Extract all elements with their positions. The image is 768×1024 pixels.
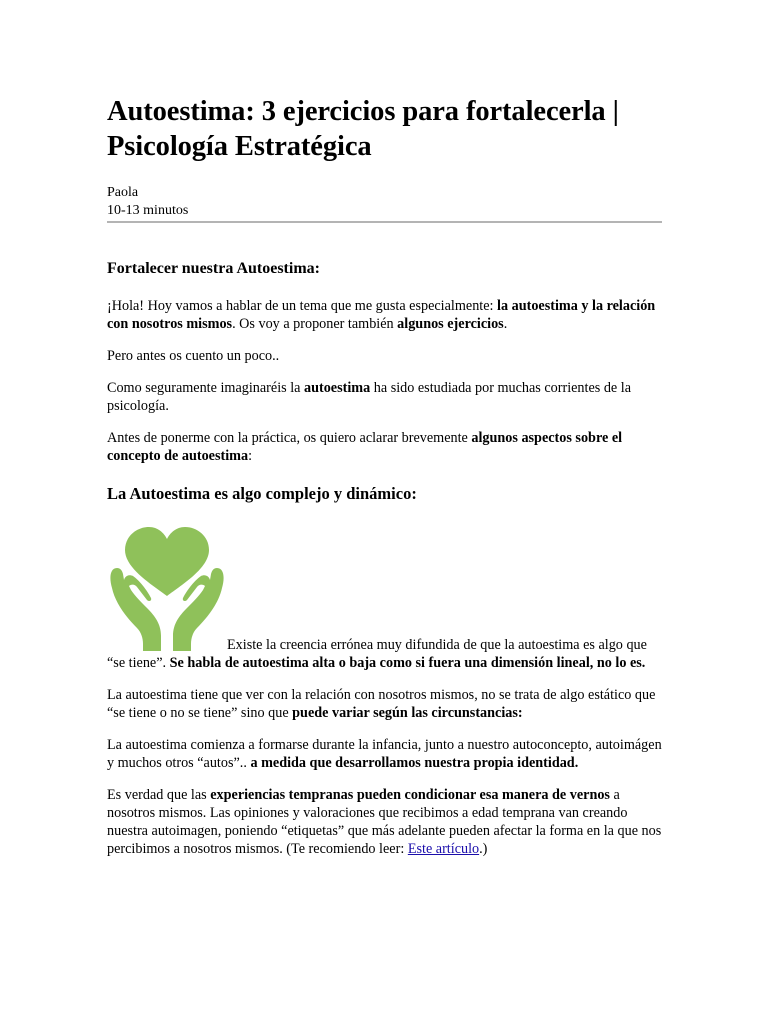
paragraph-aspects: [107, 429, 662, 465]
article-title: Autoestima: 3 ejercicios para fortalecerla | Psicología Estratégica: [107, 96, 619, 162]
paragraph-bold: autoestima: [304, 380, 371, 396]
paragraph-text: Antes de ponerme con la práctica, os quiero aclarar brevemente: [107, 430, 472, 446]
paragraph-bold: a medida que desarrollamos nuestra propia identidad.: [250, 755, 579, 771]
paragraph-psychology: [107, 379, 662, 415]
paragraph-childhood: [107, 736, 662, 772]
article-content: [107, 94, 662, 858]
author-name: Paola: [107, 185, 139, 200]
section-heading-fortalecer: Fortalecer nuestra Autoestima:: [107, 260, 320, 277]
paragraph-text: La autoestima comienza a formarse durante la infancia, junto a nuestro autoconcepto, autoimágen y muchos otros “autos”..: [107, 737, 662, 771]
heart-hands-image: [107, 524, 662, 651]
paragraph-text: a nosotros mismos. Las opiniones y valoraciones que recibimos a edad temprana van creando nuestra autoimagen, poniendo “etiquetas” que más adelante pueden afectar la forma en la que nos percibimos a nosotros mismos. (Te recomiendo leer:: [107, 787, 662, 857]
paragraph-bold: experiencias tempranas pueden condicionar esa manera de vernos: [210, 787, 610, 803]
paragraph-text: .: [503, 316, 508, 332]
paragraph-bold: Se habla de autoestima alta o baja como si fuera una dimensión lineal, no lo es.: [169, 655, 646, 671]
paragraph-relation: [107, 686, 662, 722]
paragraph-bold: algunos aspectos sobre el concepto de autoestima: [107, 430, 623, 464]
paragraph-text: .): [479, 841, 488, 857]
reading-time: 10-13 minutos: [107, 203, 189, 218]
paragraph-before: Pero antes os cuento un poco..: [107, 348, 280, 364]
paragraph-bold: la autoestima y la relación con nosotros mismos: [107, 298, 656, 332]
paragraph-text: Existe la creencia errónea muy difundida de que la autoestima es algo que “se tiene”.: [107, 637, 647, 671]
paragraph-text: La autoestima tiene que ver con la relación con nosotros mismos, no se trata de algo estático que “se tiene o no se tiene” sino que: [107, 687, 656, 721]
paragraph-text: . Os voy a proponer también: [232, 316, 398, 332]
paragraph-bold: algunos ejercicios: [397, 316, 504, 332]
paragraph-text: ¡Hola! Hoy vamos a hablar de un tema que me gusta especialmente:: [107, 298, 498, 314]
divider: [107, 221, 662, 223]
article-meta: [107, 184, 662, 220]
paragraph-text: Es verdad que las: [107, 787, 211, 803]
section-heading-complejo: La Autoestima es algo complejo y dinámico:: [107, 484, 417, 503]
paragraph-text: ha sido estudiada por muchas corrientes de la psicología.: [107, 380, 632, 414]
article-link[interactable]: Este artículo: [407, 841, 480, 857]
paragraph-text: Como seguramente imaginaréis la: [107, 380, 304, 396]
paragraph-intro: [107, 297, 662, 333]
paragraph-text: :: [248, 448, 253, 464]
paragraph-experiences: [107, 786, 662, 858]
paragraph-bold: puede variar según las circunstancias:: [292, 705, 523, 721]
heart-in-hands-icon: [107, 524, 227, 651]
